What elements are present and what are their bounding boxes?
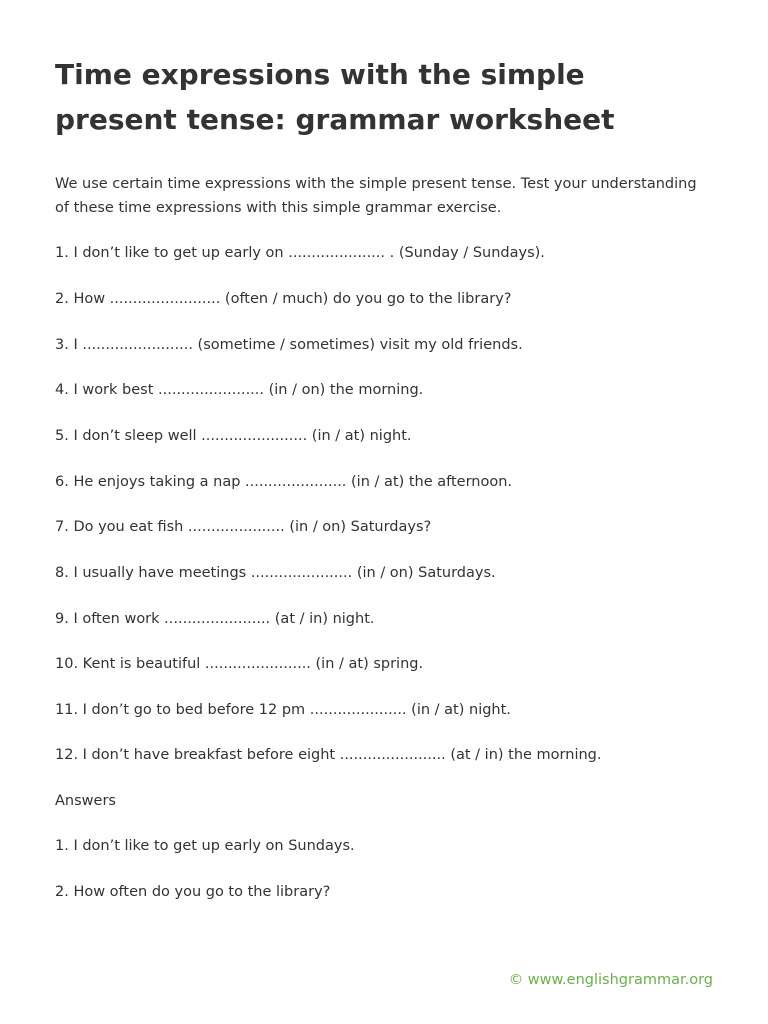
question-5: 5. I don’t sleep well ....................... (in / at) night.: [55, 428, 412, 444]
question-10: 10. Kent is beautiful ....................... (in / at) spring.: [55, 656, 424, 672]
question-3: 3. I ........................ (sometime / sometimes) visit my old friends.: [55, 337, 523, 353]
question-2: 2. How ........................ (often / much) do you go to the library?: [55, 291, 512, 307]
answer-2: 2. How often do you go to the library?: [55, 884, 331, 900]
answers-heading: Answers: [55, 793, 116, 809]
question-7: 7. Do you eat fish ..................... (in / on) Saturdays?: [55, 519, 432, 535]
question-9: 9. I often work ....................... (at / in) night.: [55, 611, 375, 627]
question-1: 1. I don’t like to get up early on ..................... . (Sunday / Sundays).: [55, 245, 545, 261]
page-title: Time expressions with the simple present tense: grammar worksheet: [55, 58, 615, 136]
question-11: 11. I don’t go to bed before 12 pm ..................... (in / at) night.: [55, 702, 511, 718]
answer-1: 1. I don’t like to get up early on Sundays.: [55, 838, 355, 854]
question-8: 8. I usually have meetings ...................... (in / on) Saturdays.: [55, 565, 496, 581]
question-4: 4. I work best ....................... (in / on) the morning.: [55, 382, 424, 398]
question-12: 12. I don’t have breakfast before eight ....................... (at / in) the morning.: [55, 747, 602, 763]
intro-paragraph: We use certain time expressions with the simple present tense. Test your understanding of these time expressions with this simple grammar exercise.: [55, 176, 697, 216]
question-6: 6. He enjoys taking a nap ...................... (in / at) the afternoon.: [55, 474, 513, 490]
footer-copyright: © www.englishgrammar.org: [508, 972, 713, 988]
